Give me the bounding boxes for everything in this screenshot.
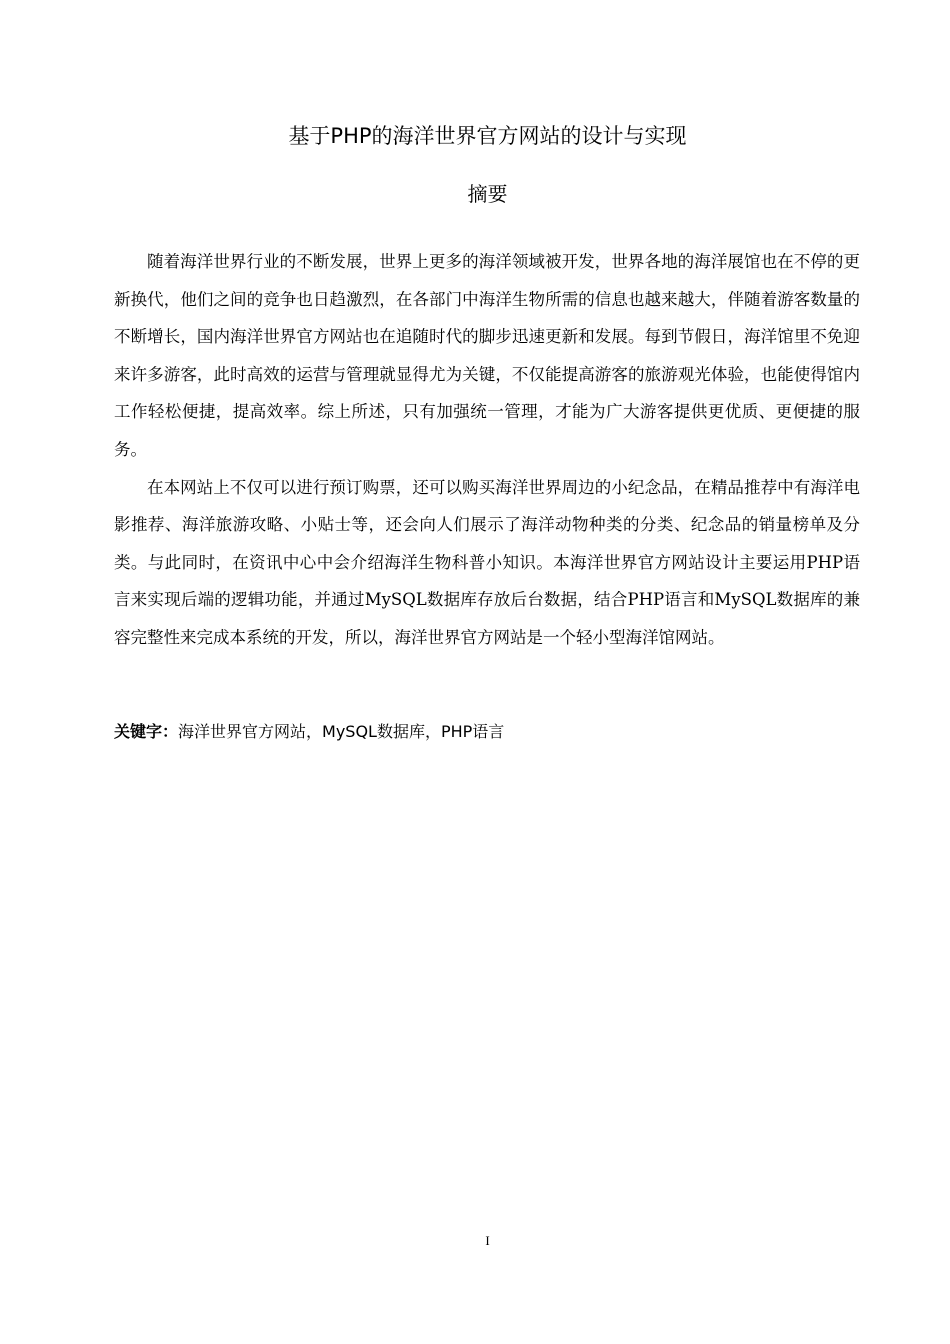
page-number: I <box>485 1233 490 1248</box>
keywords-line <box>114 716 860 748</box>
abstract-paragraph-1: 随着海洋世界行业的不断发展，世界上更多的海洋领域被开发，世界各地的海洋展馆也在不停的更新换代，他们之间的竞争也日趋激烈，在各部门中海洋生物所需的信息也越来越大，伴随着游客数量的不断增长，国内海洋世界官方网站也在追随时代的脚步迅速更新和发展。每到节假日，海洋馆里不免迎来许多游客，此时高效的运营与管理就显得尤为关键，不仅能提高游客的旅游观光体验，也能使得馆内工作轻松便捷，提高效率。综上所述，只有加强统一管理，才能为广大游客提供更优质、更便捷的服务。 <box>114 252 860 459</box>
abstract-heading: 摘要 <box>467 182 508 206</box>
keywords-text: 海洋世界官方网站，MySQL数据库，PHP语言 <box>178 722 505 741</box>
keywords-label: 关键字： <box>114 722 179 741</box>
document-title: 基于PHP的海洋世界官方网站的设计与实现 <box>288 124 687 148</box>
abstract-body <box>114 243 860 657</box>
abstract-paragraph-2: 在本网站上不仅可以进行预订购票，还可以购买海洋世界周边的小纪念品，在精品推荐中有海洋电影推荐、海洋旅游攻略、小贴士等，还会向人们展示了海洋动物种类的分类、纪念品的销量榜单及分类。与此同时，在资讯中心中会介绍海洋生物科普小知识。本海洋世界官方网站设计主要运用PHP语言来实现后端的逻辑功能，并通过MySQL数据库存放后台数据，结合PHP语言和MySQL数据库的兼容完整性来完成本系统的开发，所以，海洋世界官方网站是一个轻小型海洋馆网站。 <box>114 477 860 647</box>
